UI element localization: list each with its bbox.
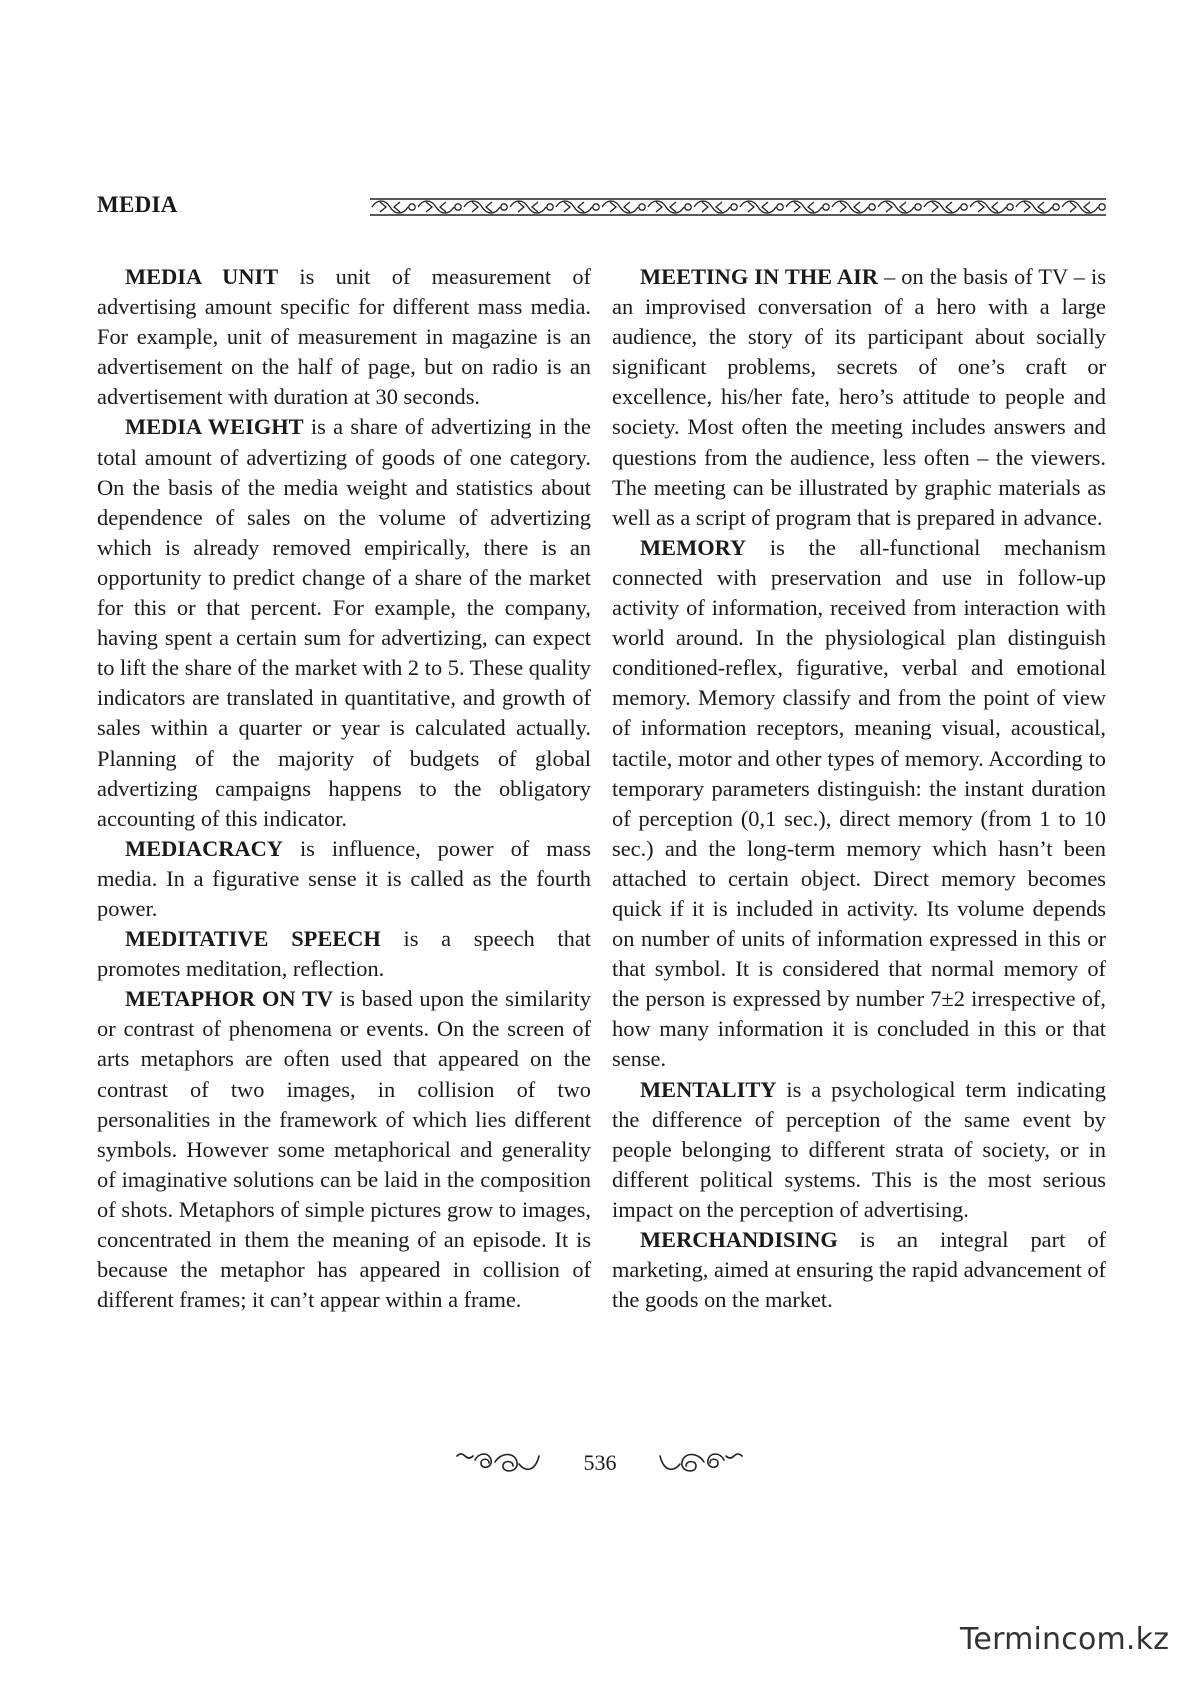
entry-media-unit [97,262,591,412]
entry-body: – on the basis of TV – is an improvised conversation of a hero with a large audience, the story of its participant about socially significant problems, secrets of one’s craft or excellence, his/her fate, hero’s attitude to people and society. Most often the meeting includes answers and questions from the audience, less often – the viewers. The meeting can be illustrated by graphic materials as well as a script of program that is prepared in advance. [612,264,1106,530]
flourish-right-icon [658,1450,744,1476]
page-footer [0,1448,1191,1480]
entry-term: MEETING IN THE AIR [640,264,878,289]
entry-meeting-in-the-air [612,262,1106,533]
left-column [97,262,591,1315]
entry-media-weight [97,412,591,833]
entry-term: MEDITATIVE SPEECH [125,926,381,952]
entry-term: MENTALITY [640,1076,777,1102]
right-column [612,262,1106,1315]
entry-body: is a psychological term indicating the difference of perception of the same event by people belonging to different strata of society, or in different political systems. This is the most serious impact on the perception of advertising. [612,1076,1106,1222]
entry-body: is unit of measurement of advertising amount specific for different mass media. For example, unit of measurement in magazine is an advertisement on the half of page, but on radio is an advertisement with duration at 30 seconds. [97,264,591,410]
entry-metaphor-on-tv [97,984,591,1315]
entry-body: is a speech that promotes meditation, reflection. [97,926,591,982]
site-watermark: Termincom.kz [960,1622,1170,1657]
entry-term: MERCHANDISING [640,1227,838,1252]
entry-term: MEMORY [640,534,747,560]
page-number: 536 [583,1450,617,1475]
entry-body: is the all-functional mechanism connected with preservation and use in follow-up activity of information, received from interaction with world around. In the physiological plan distinguish conditioned-reflex, figurative, verbal and emotional memory. Memory classify and from the point of view of information receptors, meaning visual, acoustical, tactile, motor and other types of memory. According to temporary parameters distinguish: the instant duration of perception (0,1 sec.), direct memory (from 1 to 10 sec.) and the long-term memory which hasn’t been attached to certain object. Direct memory becomes quick if it is included in activity. Its volume depends on number of units of information expressed in this or that symbol. It is considered that normal memory of the person is expressed by number 7±2 irrespective of, how many information it is concluded in this or that sense. [612,534,1106,1072]
entry-meditative-speech [97,924,591,984]
entry-term: MEDIA UNIT [125,264,279,289]
flourish-left-icon [455,1450,541,1476]
ornamental-band-icon [370,196,1106,218]
entry-merchandising [612,1225,1106,1315]
running-head: MEDIA [97,192,178,217]
entry-term: MEDIA WEIGHT [125,414,304,440]
entry-memory [612,533,1106,1075]
entry-term: MEDIACRACY [125,835,283,861]
entry-mentality [612,1075,1106,1225]
entry-body: is influence, power of mass media. In a figurative sense it is called as the fourth power. [97,835,591,921]
entry-body: is based upon the similarity or contrast of phenomena or events. On the screen of arts metaphors are often used that appeared on the contrast of two images, in collision of two personalities in the framework of which lies different symbols. However some metaphorical and generality of imaginative solutions can be laid in the composition of shots. Metaphors of simple pictures grow to images, concentrated in them the meaning of an episode. It is because the metaphor has appeared in collision of different frames; it can’t appear within a frame. [97,986,591,1313]
entry-body: is a share of advertizing in the total amount of advertizing of goods of one category. On the basis of the media weight and statistics about dependence of sales on the volume of advertizing which is already removed empirically, there is an opportunity to predict change of a share of the market for this or that percent. For example, the company, having spent a certain sum for advertizing, can expect to lift the share of the market with 2 to 5. These quality indicators are translated in quantitative, and growth of sales within a quarter or year is calculated actually. Planning of the majority of budgets of global advertizing campaigns happens to the obligatory accounting of this indicator. [97,414,591,831]
entry-body: is an integral part of marketing, aimed at ensuring the rapid advancement of the goods on the market. [612,1227,1106,1313]
entry-term: METAPHOR ON TV [125,986,334,1012]
entry-mediacracy [97,834,591,924]
